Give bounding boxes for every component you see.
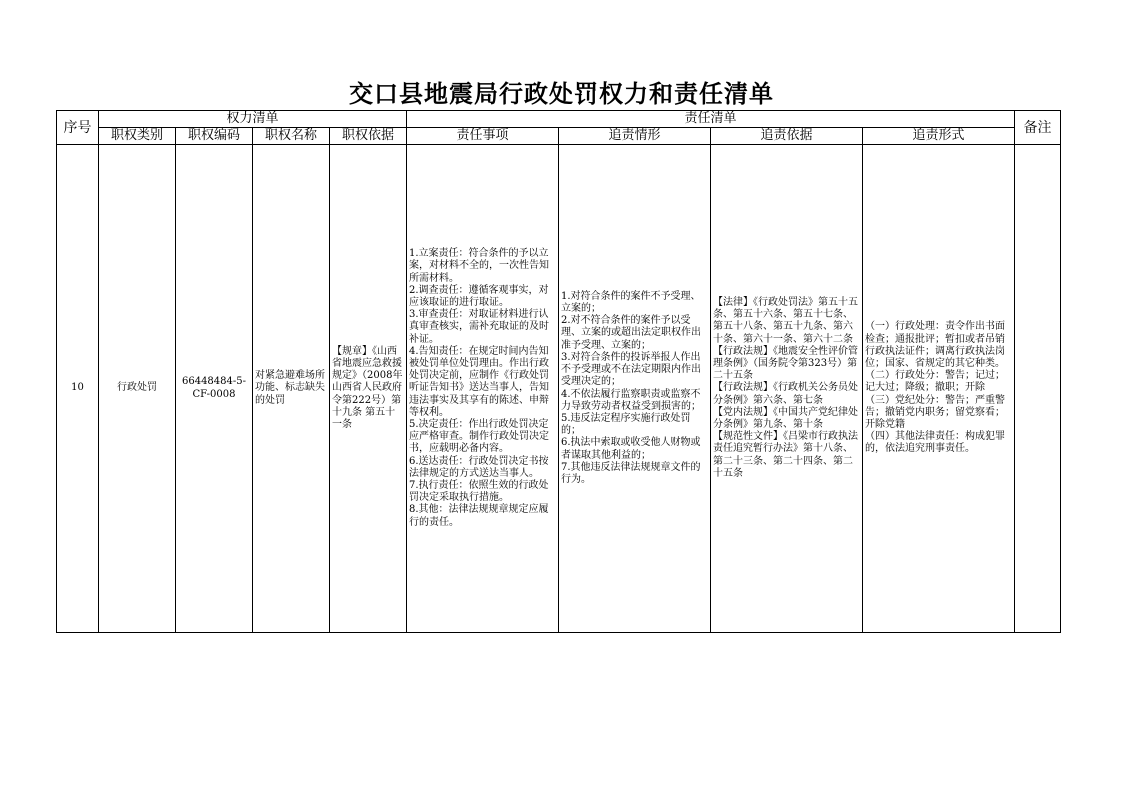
header-accountability-basis: 追责依据	[711, 128, 863, 145]
table-row	[57, 145, 1061, 633]
page-title: 交口县地震局行政处罚权力和责任清单	[349, 80, 774, 108]
responsibility-item: 6.送达责任：行政处罚决定书按法律规定的方式送达当事人。	[409, 455, 549, 479]
responsibility-item: 1.立案责任：符合条件的予以立案，对材料不全的，一次性告知所需材料。	[409, 248, 550, 284]
accountability-basis-item: 【规范性文件】《吕梁市行政执法责任追究暂行办法》第十八条、第二十三条、第二十四条、第二十五条	[713, 431, 859, 479]
cell-seq: 10	[57, 145, 99, 633]
header-seq: 序号	[57, 111, 99, 145]
cell-remark	[1015, 145, 1061, 633]
cell-responsibility-items	[407, 145, 559, 633]
accountability-case: 5.违反法定程序实施行政处罚的；	[561, 412, 691, 437]
responsibility-item: 2.调查责任：遵循客观事实，对应该取证的进行取证。	[409, 284, 549, 308]
accountability-basis-item: 【法律】《行政处罚法》第五十五条、第五十六条、第五十七条、第五十八条、第五十九条、第六十条、第六十一条、第六十二条	[713, 296, 859, 345]
cell-power-name: 对紧急避难场所功能、标志缺失的处罚	[253, 145, 330, 633]
header-responsibility-items: 责任事项	[407, 128, 559, 145]
power-responsibility-table	[56, 110, 1061, 633]
cell-power-type: 行政处罚	[99, 145, 176, 633]
header-row-groups	[57, 111, 1061, 128]
accountability-case: 7.其他违反法律法规规章文件的行为。	[561, 461, 701, 485]
header-responsibility-list: 责任清单	[407, 111, 1015, 128]
cell-accountability-basis	[711, 145, 863, 633]
header-row-columns	[57, 128, 1061, 145]
accountability-case: 1.对符合条件的案件不予受理、立案的；	[561, 290, 701, 315]
accountability-case: 3.对符合条件的投诉举报人作出不予受理或不在法定期限内作出受理决定的；	[561, 351, 702, 388]
accountability-basis-item: 【行政法规】《地震安全性评价管理条例》（国务院令第323号）第二十五条	[713, 345, 859, 382]
accountability-form: （三）党纪处分：警告；严重警告；撤销党内职务；留党察看；开除党籍	[865, 394, 1006, 430]
header-power-name: 职权名称	[253, 128, 330, 145]
header-power-code: 职权编码	[176, 128, 253, 145]
responsibility-item: 5.决定责任：作出行政处罚决定应严格审查。制作行政处罚决定书，应载明必备内容。	[409, 419, 550, 455]
responsibility-item: 7.执行责任：依照生效的行政处罚决定采取执行措施。	[409, 480, 549, 504]
responsibility-item: 8.其他：法律法规规章规定应履行的责任。	[409, 504, 549, 528]
header-power-list: 权力清单	[99, 111, 407, 128]
accountability-basis-item: 【行政法规】《行政机关公务员处分条例》第六条、第七条	[713, 382, 859, 406]
cell-power-basis: 【规章】《山西省地震应急救援规定》（2008年山西省人民政府令第222号）第十九条 第五十一条	[330, 145, 407, 633]
cell-accountability-cases	[559, 145, 711, 633]
header-power-type: 职权类别	[99, 128, 176, 145]
accountability-form: （四）其他法律责任：构成犯罪的，依法追究刑事责任。	[865, 431, 1006, 455]
responsibility-item: 4.告知责任：在规定时间内告知被处罚单位处罚理由。作出行政处罚决定前，应制作《行政处罚听证告知书》送达当事人，告知违法事实及其享有的陈述、申辩等权利。	[409, 345, 550, 418]
accountability-case: 2.对不符合条件的案件予以受理、立案的或超出法定职权作出准予受理、立案的；	[561, 315, 702, 351]
cell-accountability-forms	[863, 145, 1015, 633]
header-accountability-cases: 追责情形	[559, 128, 711, 145]
accountability-basis-item: 【党内法规】《中国共产党纪律处分条例》第九条、第十条	[713, 406, 859, 430]
accountability-form: （二）行政处分：警告；记过；记大过；降级；撤职；开除	[865, 370, 1006, 394]
responsibility-item: 3.审查责任：对取证材料进行认真审查核实，需补充取证的及时补证。	[409, 309, 550, 345]
cell-power-code: 66448484-5-CF-0008	[176, 145, 253, 633]
accountability-case: 6.执法中索取或收受他人财物或者谋取其他利益的；	[561, 437, 701, 461]
accountability-case: 4.不依法履行监察职责或监察不力导致劳动者权益受到损害的；	[561, 388, 702, 412]
header-power-basis: 职权依据	[330, 128, 407, 145]
header-accountability-forms: 追责形式	[863, 128, 1015, 145]
accountability-form: （一）行政处理：责令作出书面检查；通报批评；暂扣或者吊销行政执法证件；调离行政执法岗位；国家、省规定的其它种类。	[865, 321, 1006, 369]
header-remark: 备注	[1015, 111, 1061, 145]
